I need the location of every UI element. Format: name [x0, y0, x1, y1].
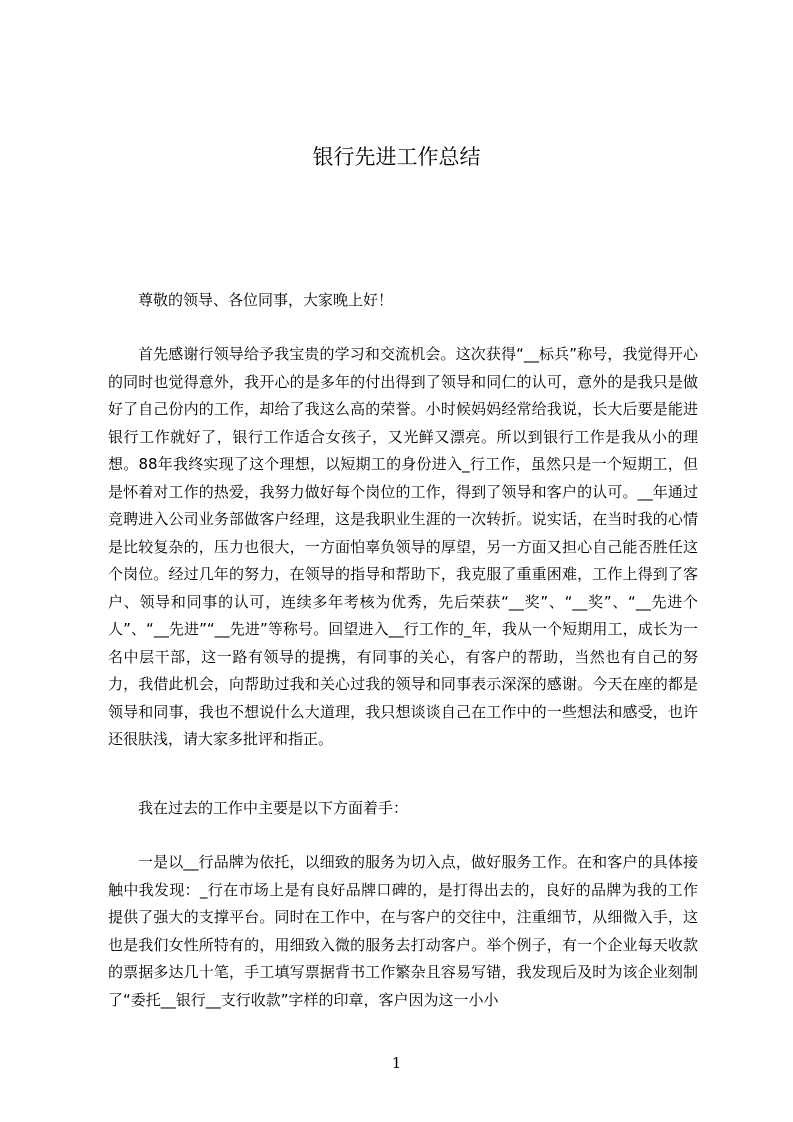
paragraph-greeting: 尊敬的领导、各位同事，大家晚上好！ [138, 291, 394, 309]
paragraph-lead-in: 我在过去的工作中主要是以下方面着手： [138, 799, 409, 817]
page-title: 银行先进工作总结 [312, 145, 481, 169]
paragraph-point-one: 一是以__行品牌为依托，以细致的服务为切入点，做好服务工作。在和客户的具体接触中我发现：_行在市场上是有良好品牌口碑的，是打得出去的，良好的品牌为我的工作提供了强大的支撑平台。同时在工作中，在与客户的交往中，注重细节，从细微入手，这也是我们女性所特有的，用细致入微的服务去打动客户。举个例子，有一个企业每天收款的票据多达几十笔，手工填写票据背书工作繁杂且容易写错，我发现后及时为该企业刻制了“委托__银行__支行收款”字样的印章，客户因为这一小小 [108, 853, 698, 1009]
paragraph-intro: 首先感谢行领导给予我宝贵的学习和交流机会。这次获得“__标兵”称号，我觉得开心的同时也觉得意外，我开心的是多年的付出得到了领导和同仁的认可，意外的是我只是做好了自己份内的工作，却给了我这么高的荣誉。小时候妈妈经常给我说，长大后要是能进银行工作就好了，银行工作适合女孩子，又光鲜又漂亮。所以到银行工作是我从小的理想。88年我终实现了这个理想，以短期工的身份进入_行工作，虽然只是一个短期工，但是怀着对工作的热爱，我努力做好每个岗位的工作，得到了领导和客户的认可。__年通过竞聘进入公司业务部做客户经理，这是我职业生涯的一次转折。说实话，在当时我的心情是比较复杂的，压力也很大，一方面怕辜负领导的厚望，另一方面又担心自己能否胜任这个岗位。经过几年的努力，在领导的指导和帮助下，我克服了重重困难，工作上得到了客户、领导和同事的认可，连续多年考核为优秀，先后荣获“__奖”、“__奖”、“__先进个人”、“__先进”“__先进”等称号。回望进入__行工作的_年，我从一个短期用工，成长为一名中层干部，这一路有领导的提携，有同事的关心，有客户的帮助，当然也有自己的努力，我借此机会，向帮助过我和关心过我的领导和同事表示深深的感谢。今天在座的都是领导和同事，我也不想说什么大道理，我只想谈谈自己在工作中的一些想法和感受，也许还很肤浅，请大家多批评和指正。 [108, 345, 698, 748]
page-number: 1 [391, 1054, 402, 1072]
